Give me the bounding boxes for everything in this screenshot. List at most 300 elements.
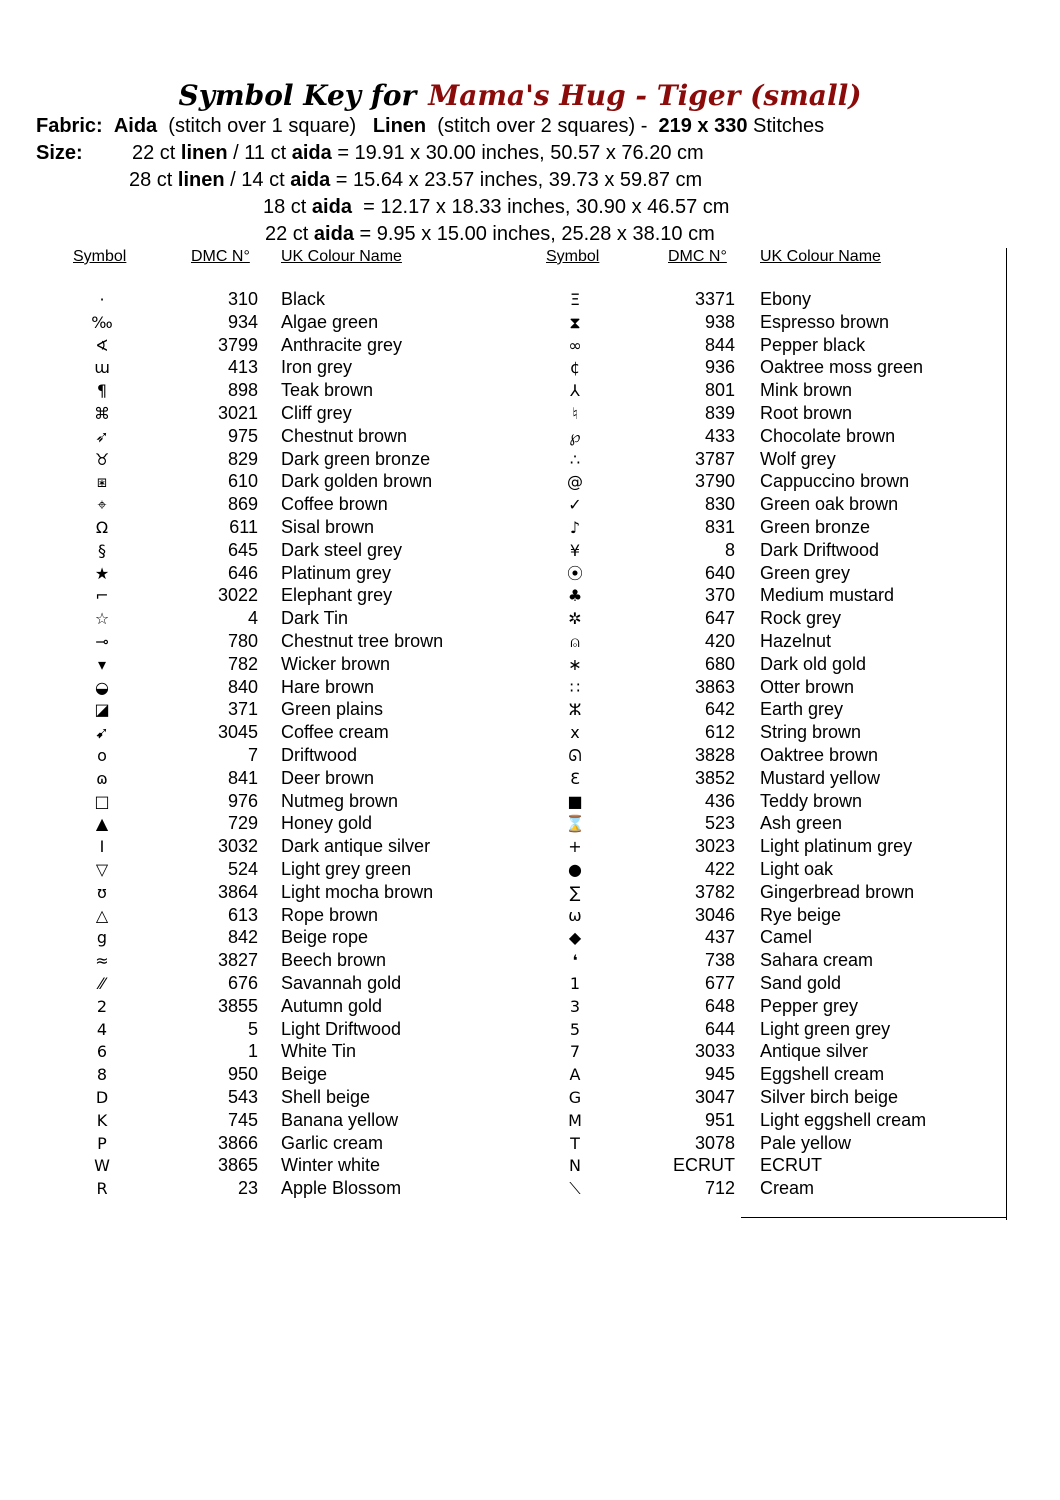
table-row bbox=[0, 630, 832, 653]
dmc-number: 413 bbox=[227, 357, 258, 378]
symbol-glyph: ■ bbox=[567, 791, 583, 811]
colour-name: Dark Tin bbox=[281, 608, 349, 629]
colour-name: Black bbox=[281, 289, 326, 309]
colour-name: Green oak brown bbox=[760, 494, 899, 515]
colour-name: Banana yellow bbox=[281, 1109, 399, 1130]
size-2-e: = 15.64 x 23.57 inches, 39.73 x 59.87 cm bbox=[335, 169, 703, 191]
colour-name: Dark golden brown bbox=[281, 471, 433, 492]
dmc-number: 420 bbox=[704, 631, 735, 651]
table-row bbox=[0, 721, 862, 744]
colour-name: Oaktree moss green bbox=[760, 357, 924, 378]
colour-name: Light mocha brown bbox=[281, 881, 434, 902]
colour-name: Hare brown bbox=[281, 676, 375, 697]
symbol-glyph: ◆ bbox=[568, 928, 582, 948]
symbol-glyph: ∴ bbox=[569, 449, 581, 469]
table-row bbox=[0, 812, 843, 835]
symbol-glyph: ▲ bbox=[95, 814, 109, 834]
right-border-line bbox=[1006, 248, 1007, 1220]
table-row bbox=[0, 1040, 869, 1063]
colour-name: Mustard yellow bbox=[760, 767, 881, 788]
dmc-number: ECRUT bbox=[673, 1155, 735, 1176]
dmc-number: 3023 bbox=[694, 836, 735, 857]
symbol-glyph: 7 bbox=[569, 1042, 581, 1062]
table-row bbox=[0, 949, 874, 972]
symbol-glyph: ‰ bbox=[91, 312, 113, 332]
symbol-glyph: ☆ bbox=[94, 609, 110, 629]
dmc-number: 371 bbox=[227, 699, 258, 720]
colour-name: Chocolate brown bbox=[760, 425, 896, 446]
colour-name: Dark antique silver bbox=[281, 836, 431, 857]
symbol-glyph: ⧆ bbox=[96, 472, 108, 492]
colour-name: Honey gold bbox=[281, 813, 373, 834]
dmc-number: 841 bbox=[227, 767, 258, 788]
dmc-number: 5 bbox=[247, 1018, 258, 1039]
table-row bbox=[0, 926, 813, 949]
colour-name: Pepper black bbox=[760, 334, 866, 355]
symbol-glyph: 1 bbox=[569, 974, 581, 993]
symbol-glyph: ⅄ bbox=[570, 381, 580, 401]
symbol-glyph: ∗ bbox=[568, 654, 582, 674]
colour-name: Green bronze bbox=[760, 517, 871, 537]
symbol-glyph: ◒ bbox=[95, 677, 109, 697]
table-row bbox=[0, 1132, 852, 1155]
dmc-number: 830 bbox=[704, 494, 735, 515]
symbol-glyph: ∷ bbox=[569, 677, 581, 697]
symbol-glyph: M bbox=[568, 1110, 582, 1130]
colour-name: String brown bbox=[760, 722, 862, 743]
colour-name: Driftwood bbox=[281, 745, 358, 765]
page-title bbox=[0, 76, 1040, 116]
size-1-c: / 11 ct bbox=[233, 142, 287, 164]
header-symbol-left: Symbol bbox=[73, 248, 127, 265]
dmc-number: 3865 bbox=[217, 1155, 258, 1176]
table-row bbox=[0, 334, 866, 357]
dmc-number: 543 bbox=[227, 1087, 258, 1107]
dmc-number: 3855 bbox=[217, 995, 258, 1016]
symbol-glyph: W bbox=[94, 1156, 110, 1176]
size-4-a: 22 ct bbox=[265, 223, 309, 245]
dmc-number: 729 bbox=[227, 813, 258, 834]
dmc-number: 844 bbox=[704, 334, 735, 355]
colour-name: Dark green bronze bbox=[281, 448, 431, 469]
dmc-number: 23 bbox=[237, 1178, 258, 1199]
dmc-number: 738 bbox=[704, 950, 735, 971]
table-row bbox=[0, 539, 880, 562]
table-row bbox=[0, 653, 867, 676]
size-1-e: = 19.91 x 30.00 inches, 50.57 x 76.20 cm bbox=[337, 142, 704, 164]
size-2-b: linen bbox=[177, 169, 225, 191]
symbol-glyph: ɯ bbox=[94, 358, 110, 378]
table-row bbox=[0, 881, 915, 904]
colour-name: Nutmeg brown bbox=[281, 790, 399, 811]
colour-name: Medium mustard bbox=[760, 585, 895, 606]
dmc-number: 801 bbox=[704, 380, 735, 401]
symbol-glyph: ɷ bbox=[96, 768, 108, 788]
symbol-glyph: ♮ bbox=[572, 404, 578, 423]
symbol-glyph: ⍝ bbox=[570, 632, 580, 651]
symbol-glyph: ℘ bbox=[569, 426, 581, 446]
size-3-a: 18 ct bbox=[263, 196, 307, 218]
symbol-glyph: ¶ bbox=[96, 381, 108, 401]
dmc-number: 613 bbox=[227, 904, 258, 925]
symbol-glyph: Ξ bbox=[569, 290, 581, 309]
symbol-glyph: A bbox=[569, 1065, 581, 1085]
colour-name: Green plains bbox=[281, 699, 384, 720]
dmc-number: 3782 bbox=[694, 881, 735, 902]
dmc-number: 831 bbox=[704, 517, 735, 537]
symbol-glyph: G bbox=[568, 1088, 582, 1107]
stitch-count: 219 x 330 bbox=[658, 115, 748, 137]
fabric-line bbox=[36, 113, 824, 140]
size-1-a: 22 ct bbox=[132, 142, 176, 164]
symbol-glyph: ● bbox=[568, 860, 582, 879]
dmc-number: 612 bbox=[704, 722, 735, 743]
table-row bbox=[0, 470, 910, 493]
symbol-glyph: D bbox=[95, 1088, 109, 1107]
pattern-name: Mama's Hug - Tiger (small) bbox=[428, 79, 862, 112]
colour-name: Eggshell cream bbox=[760, 1064, 885, 1085]
symbol-glyph: ʊ bbox=[97, 882, 107, 902]
symbol-glyph: ⦿ bbox=[566, 563, 583, 583]
table-row bbox=[0, 744, 879, 767]
symbol-glyph: ⌘ bbox=[94, 404, 110, 423]
size-line-4 bbox=[265, 221, 715, 248]
dmc-number: 645 bbox=[227, 539, 258, 560]
table-row bbox=[0, 448, 836, 471]
table-row bbox=[0, 311, 890, 334]
symbol-glyph: ✓ bbox=[568, 495, 582, 515]
dmc-number: 745 bbox=[227, 1109, 258, 1130]
dmc-number: 945 bbox=[704, 1064, 735, 1085]
colour-name: Deer brown bbox=[281, 767, 375, 788]
dmc-number: 936 bbox=[704, 357, 735, 378]
symbol-glyph: ⟍ bbox=[569, 1179, 581, 1199]
dmc-number: 1 bbox=[247, 1041, 258, 1062]
symbol-glyph: ◪ bbox=[94, 700, 110, 720]
dmc-number: 3799 bbox=[217, 334, 258, 355]
dmc-number: 839 bbox=[704, 403, 735, 423]
table-row bbox=[0, 858, 834, 881]
symbol-glyph: @ bbox=[567, 472, 583, 492]
colour-name: Ash green bbox=[760, 813, 843, 834]
colour-name: Rye beige bbox=[760, 904, 842, 925]
table-row bbox=[0, 835, 913, 858]
symbol-glyph: 8 bbox=[96, 1065, 108, 1085]
colour-name: Rope brown bbox=[281, 904, 379, 925]
colour-name: Green grey bbox=[760, 562, 851, 583]
colour-name: Sand gold bbox=[760, 973, 842, 993]
dmc-number: 422 bbox=[704, 859, 735, 879]
dmc-number: 3021 bbox=[217, 403, 258, 423]
table-row bbox=[0, 288, 812, 311]
dmc-number: 712 bbox=[704, 1178, 735, 1199]
size-line-2 bbox=[129, 167, 702, 194]
dmc-number: 644 bbox=[704, 1018, 735, 1039]
dmc-number: 523 bbox=[704, 813, 735, 834]
colour-name: Anthracite grey bbox=[281, 334, 403, 355]
symbol-glyph: □ bbox=[94, 791, 110, 811]
dmc-number: 3032 bbox=[217, 836, 258, 857]
dmc-number: 646 bbox=[227, 562, 258, 583]
symbol-glyph: ✲ bbox=[568, 609, 582, 629]
size-line-1 bbox=[132, 140, 704, 167]
table-row bbox=[0, 493, 899, 516]
colour-name: Oaktree brown bbox=[760, 745, 879, 765]
symbol-glyph: K bbox=[96, 1110, 108, 1130]
symbol-glyph: ᘏ bbox=[568, 746, 582, 765]
table-row bbox=[0, 972, 842, 995]
dmc-number: 3022 bbox=[217, 585, 258, 606]
dmc-number: 437 bbox=[704, 927, 735, 948]
colour-name: Algae green bbox=[281, 311, 379, 332]
table-row bbox=[0, 1177, 815, 1200]
dmc-number: 829 bbox=[227, 448, 258, 469]
dmc-number: 647 bbox=[704, 608, 735, 629]
symbol-glyph: ⌐ bbox=[95, 586, 109, 606]
header-dmc-right: DMC N° bbox=[668, 248, 727, 265]
table-row bbox=[0, 562, 851, 585]
symbol-glyph: ⧗ bbox=[569, 312, 581, 332]
colour-name: Beige bbox=[281, 1064, 328, 1085]
dmc-number: 8 bbox=[724, 539, 735, 560]
dmc-number: 3828 bbox=[694, 745, 735, 765]
colour-name: Light platinum grey bbox=[760, 836, 913, 857]
symbol-glyph: ∢ bbox=[95, 335, 109, 355]
colour-name: Mink brown bbox=[760, 380, 853, 401]
size-1-b: linen bbox=[180, 142, 228, 164]
symbol-glyph: ω bbox=[568, 905, 582, 925]
symbol-glyph: ∑ bbox=[569, 882, 581, 902]
dmc-number: 3047 bbox=[694, 1087, 735, 1107]
dmc-number: 3033 bbox=[694, 1041, 735, 1062]
colour-name: Chestnut brown bbox=[281, 425, 408, 446]
table-row bbox=[0, 516, 871, 539]
dmc-number: 934 bbox=[227, 311, 258, 332]
colour-name: Dark old gold bbox=[760, 653, 867, 674]
dmc-number: 433 bbox=[704, 425, 735, 446]
dmc-number: 951 bbox=[704, 1109, 735, 1130]
colour-name: Sahara cream bbox=[760, 950, 874, 971]
table-row bbox=[0, 607, 842, 630]
colour-name: Ebony bbox=[760, 289, 812, 309]
dmc-number: 4 bbox=[247, 608, 258, 629]
table-row bbox=[0, 995, 859, 1018]
dmc-number: 3371 bbox=[694, 289, 735, 309]
symbol-glyph: ⌛ bbox=[565, 814, 585, 834]
colour-name: Wolf grey bbox=[760, 448, 836, 469]
symbol-glyph: ¥ bbox=[569, 540, 581, 560]
stitch-word: Stitches bbox=[753, 115, 825, 137]
symbol-glyph: ➹ bbox=[95, 723, 109, 743]
symbol-glyph: 2 bbox=[96, 996, 108, 1016]
dmc-number: 3864 bbox=[217, 881, 258, 902]
dmc-number: 677 bbox=[704, 973, 735, 993]
colour-name: Coffee cream bbox=[281, 722, 389, 743]
header-symbol-right: Symbol bbox=[546, 248, 600, 265]
colour-name: Iron grey bbox=[281, 357, 353, 378]
dmc-number: 869 bbox=[227, 494, 258, 515]
symbol-glyph: ▽ bbox=[95, 860, 109, 879]
colour-name: Autumn gold bbox=[281, 995, 383, 1016]
symbol-glyph: ⁄⁄ bbox=[99, 974, 105, 993]
dmc-number: 648 bbox=[704, 995, 735, 1016]
dmc-number: 3045 bbox=[217, 722, 258, 743]
dmc-number: 3863 bbox=[694, 676, 735, 697]
symbol-glyph: · bbox=[99, 290, 105, 309]
symbol-glyph: P bbox=[97, 1133, 107, 1153]
colour-name: Rock grey bbox=[760, 608, 842, 629]
dmc-number: 898 bbox=[227, 380, 258, 401]
colour-name: Elephant grey bbox=[281, 585, 393, 606]
dmc-number: 840 bbox=[227, 676, 258, 697]
colour-name: Espresso brown bbox=[760, 311, 890, 332]
colour-name: Apple Blossom bbox=[281, 1178, 402, 1199]
colour-name: Dark Driftwood bbox=[760, 539, 880, 560]
colour-name: Camel bbox=[760, 927, 813, 948]
symbol-glyph: N bbox=[569, 1156, 581, 1176]
table-row bbox=[0, 1018, 891, 1041]
size-3-e: = 12.17 x 18.33 inches, 30.90 x 46.57 cm bbox=[363, 196, 730, 218]
dmc-number: 3787 bbox=[694, 448, 735, 469]
colour-name: Sisal brown bbox=[281, 517, 375, 537]
symbol-glyph: Ω bbox=[95, 518, 109, 537]
dmc-number: 3852 bbox=[694, 767, 735, 788]
table-row bbox=[0, 425, 896, 448]
symbol-glyph: Ɛ bbox=[570, 768, 580, 788]
colour-name: Winter white bbox=[281, 1155, 381, 1176]
dmc-number: 524 bbox=[227, 859, 258, 879]
colour-name: White Tin bbox=[281, 1041, 357, 1062]
dmc-number: 610 bbox=[227, 471, 258, 492]
header-name-right: UK Colour Name bbox=[760, 248, 881, 265]
dmc-number: 642 bbox=[704, 699, 735, 720]
dmc-number: 611 bbox=[229, 517, 258, 537]
table-row bbox=[0, 356, 924, 379]
symbol-glyph: ♉ bbox=[94, 449, 110, 469]
table-row bbox=[0, 767, 881, 790]
fabric-linen: Linen bbox=[372, 115, 427, 137]
symbol-glyph: Ⅰ bbox=[99, 837, 105, 857]
symbol-glyph: g bbox=[96, 928, 108, 948]
symbol-glyph: ¢ bbox=[569, 358, 581, 378]
colour-name: Beige rope bbox=[281, 927, 369, 948]
dmc-number: 7 bbox=[247, 745, 258, 765]
colour-name: Wicker brown bbox=[281, 653, 391, 674]
colour-name: Chestnut tree brown bbox=[281, 631, 444, 651]
symbol-glyph: x bbox=[570, 723, 580, 743]
symbol-glyph: R bbox=[96, 1179, 108, 1199]
colour-name: Savannah gold bbox=[281, 973, 402, 993]
colour-name: Pale yellow bbox=[760, 1132, 852, 1153]
bottom-border-line bbox=[741, 1217, 1007, 1218]
dmc-number: 842 bbox=[227, 927, 258, 948]
size-2-c: / 14 ct bbox=[230, 169, 285, 191]
colour-name: Antique silver bbox=[760, 1041, 869, 1062]
colour-name: Gingerbread brown bbox=[760, 881, 915, 902]
colour-name: Root brown bbox=[760, 403, 853, 423]
symbol-glyph: ♪ bbox=[569, 518, 581, 537]
colour-name: Light grey green bbox=[281, 859, 412, 879]
colour-name: Platinum grey bbox=[281, 562, 392, 583]
dmc-number: 310 bbox=[227, 289, 258, 309]
colour-name: Pepper grey bbox=[760, 995, 859, 1016]
symbol-glyph: T bbox=[570, 1133, 580, 1153]
dmc-number: 640 bbox=[704, 562, 735, 583]
symbol-glyph: ≈ bbox=[95, 951, 109, 971]
dmc-number: 3046 bbox=[694, 904, 735, 925]
dmc-number: 3866 bbox=[217, 1132, 258, 1153]
symbol-glyph: ★ bbox=[94, 563, 110, 583]
title-prefix: Symbol Key for bbox=[178, 79, 417, 112]
dmc-number: 676 bbox=[227, 973, 258, 993]
symbol-glyph: ♣ bbox=[567, 586, 583, 606]
colour-name: Silver birch beige bbox=[760, 1087, 899, 1107]
dmc-number: 782 bbox=[227, 653, 258, 674]
fabric-linen-note: (stitch over 2 squares) - bbox=[437, 115, 648, 137]
table-row bbox=[0, 904, 842, 927]
symbol-glyph: 3 bbox=[569, 996, 581, 1016]
dmc-number: 3790 bbox=[694, 471, 735, 492]
colour-name: Cliff grey bbox=[281, 403, 352, 423]
size-2-d: aida bbox=[290, 169, 331, 191]
symbol-glyph: ∞ bbox=[568, 335, 582, 355]
header-name-left: UK Colour Name bbox=[281, 248, 402, 265]
symbol-glyph: ▾ bbox=[97, 654, 107, 674]
symbol-glyph: o bbox=[97, 746, 107, 765]
symbol-glyph: ➶ bbox=[95, 426, 109, 446]
size-line-3 bbox=[263, 194, 729, 221]
dmc-number: 938 bbox=[704, 311, 735, 332]
symbol-glyph: ⵣ bbox=[568, 700, 582, 720]
symbol-glyph: § bbox=[98, 540, 106, 560]
size-label-line bbox=[36, 140, 83, 167]
size-4-e: = 9.95 x 15.00 inches, 25.28 x 38.10 cm bbox=[359, 223, 715, 245]
colour-name: Earth grey bbox=[760, 699, 844, 720]
table-row bbox=[0, 1063, 885, 1086]
colour-name: Coffee brown bbox=[281, 494, 388, 515]
symbol-glyph: ⌖ bbox=[97, 495, 107, 515]
dmc-number: 370 bbox=[704, 585, 735, 606]
colour-name: Garlic cream bbox=[281, 1132, 384, 1153]
table-row bbox=[0, 402, 853, 425]
fabric-aida-note: (stitch over 1 square) bbox=[168, 115, 357, 137]
size-label: Size: bbox=[36, 142, 83, 164]
symbol-glyph: 6 bbox=[96, 1042, 108, 1062]
colour-name: Teddy brown bbox=[760, 790, 863, 811]
table-row bbox=[0, 676, 855, 699]
table-row bbox=[0, 1109, 927, 1132]
colour-name: Light eggshell cream bbox=[760, 1109, 927, 1130]
size-2-a: 28 ct bbox=[129, 169, 173, 191]
fabric-aida: Aida bbox=[113, 115, 158, 137]
table-row bbox=[0, 1154, 822, 1177]
symbol-glyph: 4 bbox=[96, 1019, 108, 1039]
symbol-glyph: △ bbox=[95, 905, 109, 925]
colour-name: Beech brown bbox=[281, 950, 387, 971]
symbol-glyph: ⊸ bbox=[95, 632, 109, 651]
colour-name: ECRUT bbox=[760, 1155, 822, 1176]
dmc-number: 976 bbox=[227, 790, 258, 811]
size-4-b: aida bbox=[313, 223, 354, 245]
colour-name: Shell beige bbox=[281, 1087, 371, 1107]
header-dmc-left: DMC N° bbox=[191, 248, 250, 265]
dmc-number: 975 bbox=[227, 425, 258, 446]
dmc-number: 436 bbox=[704, 790, 735, 811]
table-row bbox=[0, 1086, 899, 1109]
table-row bbox=[0, 790, 863, 813]
size-1-d: aida bbox=[291, 142, 332, 164]
colour-name: Light green grey bbox=[760, 1018, 891, 1039]
